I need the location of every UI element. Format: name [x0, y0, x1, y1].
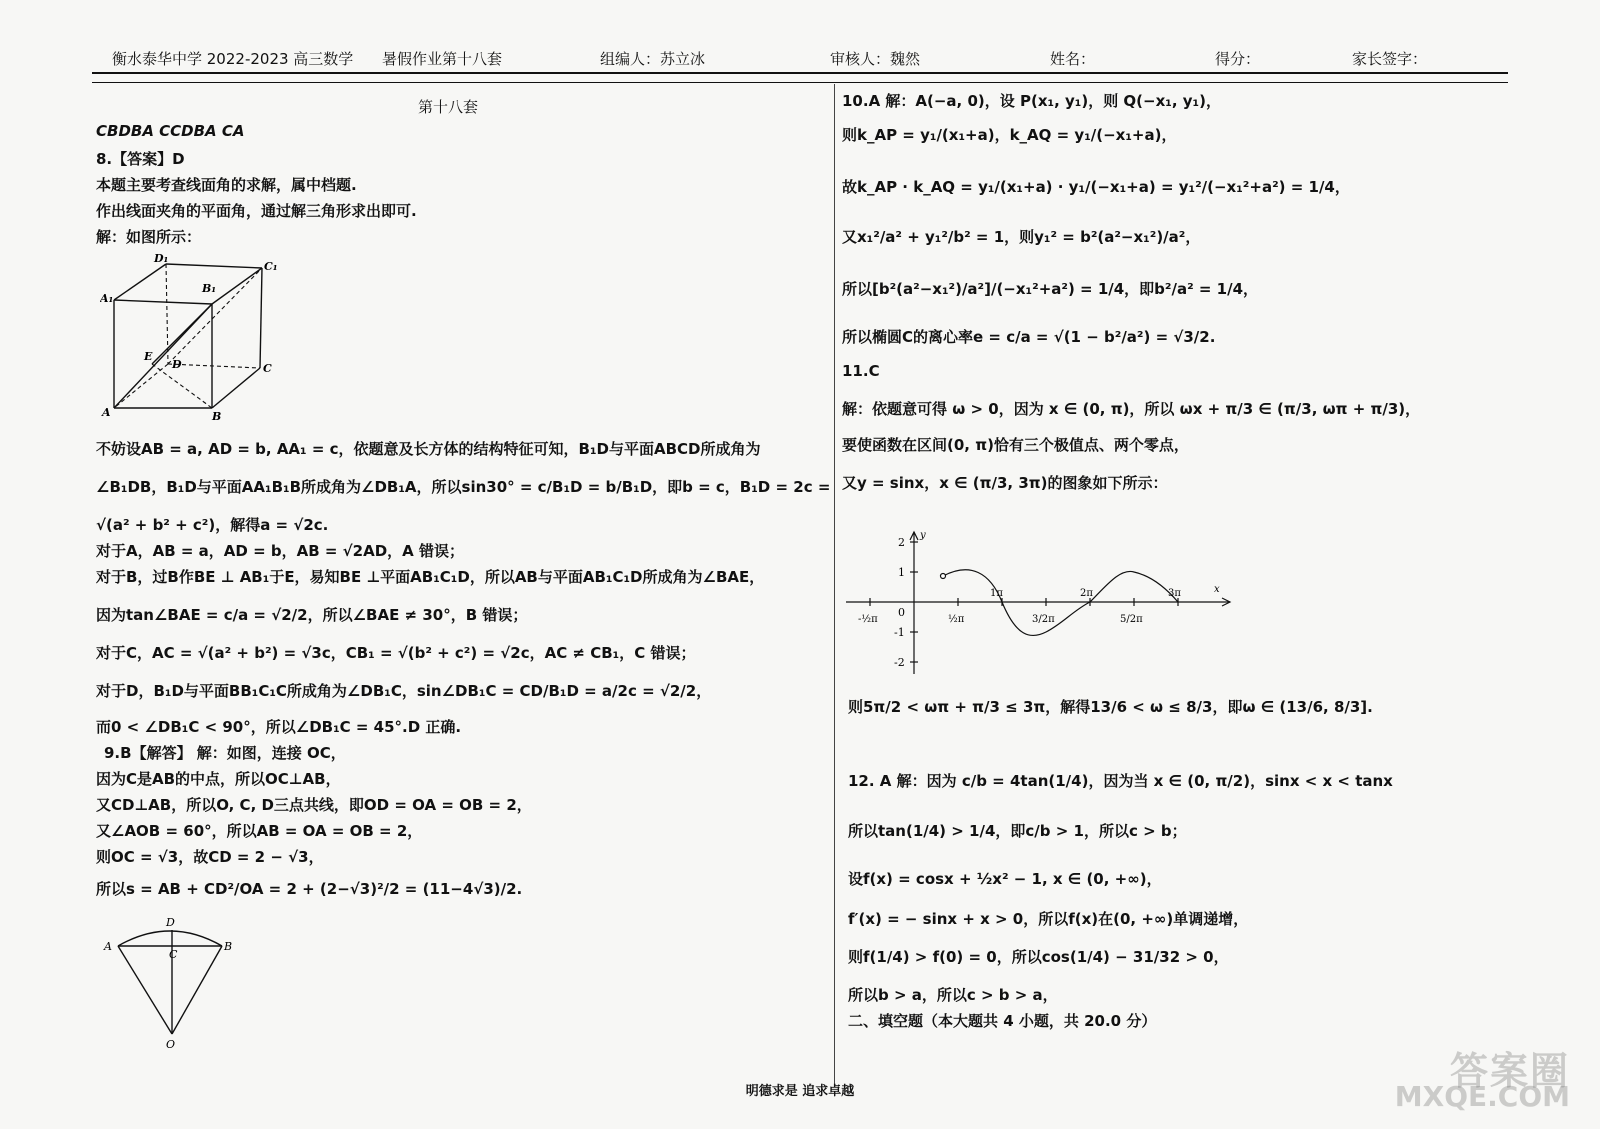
cube-label: C₁	[264, 260, 278, 273]
cube-label: D	[172, 358, 182, 371]
cube-label: B₁	[202, 282, 217, 295]
sector-label: B	[224, 940, 233, 953]
right-line: 又x₁²/a² + y₁²/b² = 1，则y₁² = b²(a²−x₁²)/a²，	[842, 228, 1201, 246]
footer-motto: 明德求是 追求卓越	[745, 1084, 855, 1099]
left-line: 对于B，过B作BE ⊥ AB₁于E，易知BE ⊥平面AB₁C₁D，所以AB与平面AB₁C₁D所成角为∠BAE，	[96, 568, 765, 586]
set-title: 第十八套	[418, 98, 479, 116]
right-line: 所以b > a，所以c > b > a，	[848, 986, 1058, 1004]
right-line: 解：依题意可得 ω > 0，因为 x ∈ (0, π)，所以 ωx + π/3 ∈ (π/3, ωπ + π/3)，	[842, 400, 1421, 418]
right-line: 12. A 解：因为 c/b = 4tan(1/4)，因为当 x ∈ (0, π/2)，sinx < x < tanx	[848, 772, 1393, 790]
graph-x-tick: 2π	[1080, 588, 1093, 599]
left-line: 因为C是AB的中点，所以OC⊥AB，	[96, 770, 341, 788]
right-line: 所以[b²(a²−x₁²)/a²]/(−x₁²+a²) = 1/4，即b²/a² = 1/4，	[842, 280, 1259, 298]
graph-x-tick: -½π	[858, 614, 878, 625]
header-school: 衡水泰华中学 2022-2023 高三数学	[112, 50, 354, 68]
sector-label: C	[169, 948, 178, 961]
right-line: 故k_AP · k_AQ = y₁/(x₁+a) · y₁/(−x₁+a) = y₁²/(−x₁²+a²) = 1/4，	[842, 178, 1350, 196]
header-rule	[92, 72, 1508, 74]
left-line: 8.【答案】D	[96, 150, 185, 168]
watermark-logo: 答案圈	[1449, 1049, 1570, 1093]
left-line: 对于D，B₁D与平面BB₁C₁C所成角为∠DB₁C，sin∠DB₁C = CD/B₁D = a/2c = √2/2，	[96, 682, 712, 700]
sector-label: A	[104, 940, 112, 953]
left-line: √(a² + b² + c²)，解得a = √2c.	[96, 516, 329, 534]
right-line: 设f(x) = cosx + ½x² − 1, x ∈ (0, +∞)，	[848, 870, 1162, 888]
right-line: 所以tan(1/4) > 1/4，即c/b > 1，所以c > b；	[848, 822, 1187, 840]
header-title: 暑假作业第十八套	[382, 50, 503, 68]
graph-x-tick: 5/2π	[1120, 614, 1143, 625]
cube-label: C	[263, 362, 272, 375]
graph-x-tick: 1π	[990, 588, 1003, 599]
graph-y-tick: 1	[898, 566, 905, 579]
right-line: f′(x) = − sinx + x > 0，所以f(x)在(0, +∞)单调递增，	[848, 910, 1249, 928]
cube-label: A₁	[100, 292, 114, 305]
cube-label: B	[212, 410, 222, 423]
graph-y-tick: -1	[894, 626, 905, 639]
sector-label: O	[166, 1038, 176, 1051]
header-editor: 组编人：苏立冰	[600, 50, 706, 68]
watermark-url: MXQE.COM	[1394, 1080, 1570, 1113]
header-parent-label: 家长签字：	[1352, 50, 1428, 68]
sector-label: D	[166, 916, 175, 929]
graph-x-tick: 3π	[1168, 588, 1181, 599]
left-line: 所以s = AB + CD²/OA = 2 + (2−√3)²/2 = (11−4√3)/2.	[96, 880, 523, 898]
left-line: 对于C，AC = √(a² + b²) = √3c，CB₁ = √(b² + c²) = √2c，AC ≠ CB₁，C 错误；	[96, 644, 696, 662]
left-line: 本题主要考查线面角的求解，属中档题.	[96, 176, 357, 194]
graph-x-label: x	[1214, 584, 1220, 595]
right-line: 则k_AP = y₁/(x₁+a)，k_AQ = y₁/(−x₁+a)，	[842, 126, 1177, 144]
left-line: 又∠AOB = 60°，所以AB = OA = OB = 2，	[96, 822, 423, 840]
header-reviewer: 审核人：魏然	[830, 50, 921, 68]
header-rule-thin	[92, 82, 1508, 83]
left-line: 对于A，AB = a，AD = b，AB = √2AD，A 错误；	[96, 542, 464, 560]
graph-y-tick: 2	[898, 536, 905, 549]
sector-figure	[100, 912, 250, 1052]
right-line: 要使函数在区间(0, π)恰有三个极值点、两个零点，	[842, 436, 1189, 454]
header-score-label: 得分：	[1215, 50, 1261, 68]
answer-key: CBDBA CCDBA CA	[96, 122, 245, 140]
left-line: 不妨设AB = a, AD = b, AA₁ = c，依题意及长方体的结构特征可知，B₁D与平面ABCD所成角为	[96, 440, 761, 458]
cube-label: A	[102, 406, 111, 419]
right-line: 11.C	[842, 362, 880, 380]
graph-y-tick: -2	[894, 656, 905, 669]
left-line: 则OC = √3，故CD = 2 − √3，	[96, 848, 324, 866]
right-line: 二、填空题（本大题共 4 小题，共 20.0 分）	[848, 1012, 1157, 1030]
left-line: 9.B【解答】 解：如图，连接 OC，	[104, 744, 346, 762]
right-line: 所以椭圆C的离心率e = c/a = √(1 − b²/a²) = √3/2.	[842, 328, 1216, 346]
cube-label: E	[144, 350, 153, 363]
right-line: 10.A 解：A(−a, 0)，设 P(x₁, y₁)，则 Q(−x₁, y₁)，	[842, 92, 1221, 110]
right-line: 则f(1/4) > f(0) = 0，所以cos(1/4) − 31/32 > 0，	[848, 948, 1229, 966]
header-name-label: 姓名：	[1050, 50, 1096, 68]
sine-graph	[840, 524, 1240, 684]
graph-x-tick: ½π	[948, 614, 965, 625]
graph-x-tick: 3/2π	[1032, 614, 1055, 625]
left-line: 作出线面夹角的平面角，通过解三角形求出即可.	[96, 202, 417, 220]
column-divider	[834, 84, 835, 1086]
graph-origin: 0	[898, 606, 905, 619]
left-line: ∠B₁DB，B₁D与平面AA₁B₁B所成角为∠DB₁A，所以sin30° = c/B₁D = b/B₁D，即b = c，B₁D = 2c =	[96, 478, 831, 496]
left-line: 因为tan∠BAE = c/a = √2/2，所以∠BAE ≠ 30°，B 错误；	[96, 606, 528, 624]
cube-label: D₁	[154, 252, 169, 265]
right-line: 又y = sinx，x ∈ (π/3, 3π)的图象如下所示：	[842, 474, 1168, 492]
right-line: 则5π/2 < ωπ + π/3 ≤ 3π，解得13/6 < ω ≤ 8/3，即ω ∈ (13/6, 8/3].	[848, 698, 1373, 716]
graph-y-label: y	[920, 530, 926, 541]
left-line: 解：如图所示：	[96, 228, 202, 246]
cuboid-figure	[100, 252, 290, 432]
left-line: 又CD⊥AB，所以O, C, D三点共线，即OD = OA = OB = 2，	[96, 796, 532, 814]
left-line: 而0 < ∠DB₁C < 90°，所以∠DB₁C = 45°.D 正确.	[96, 718, 462, 736]
